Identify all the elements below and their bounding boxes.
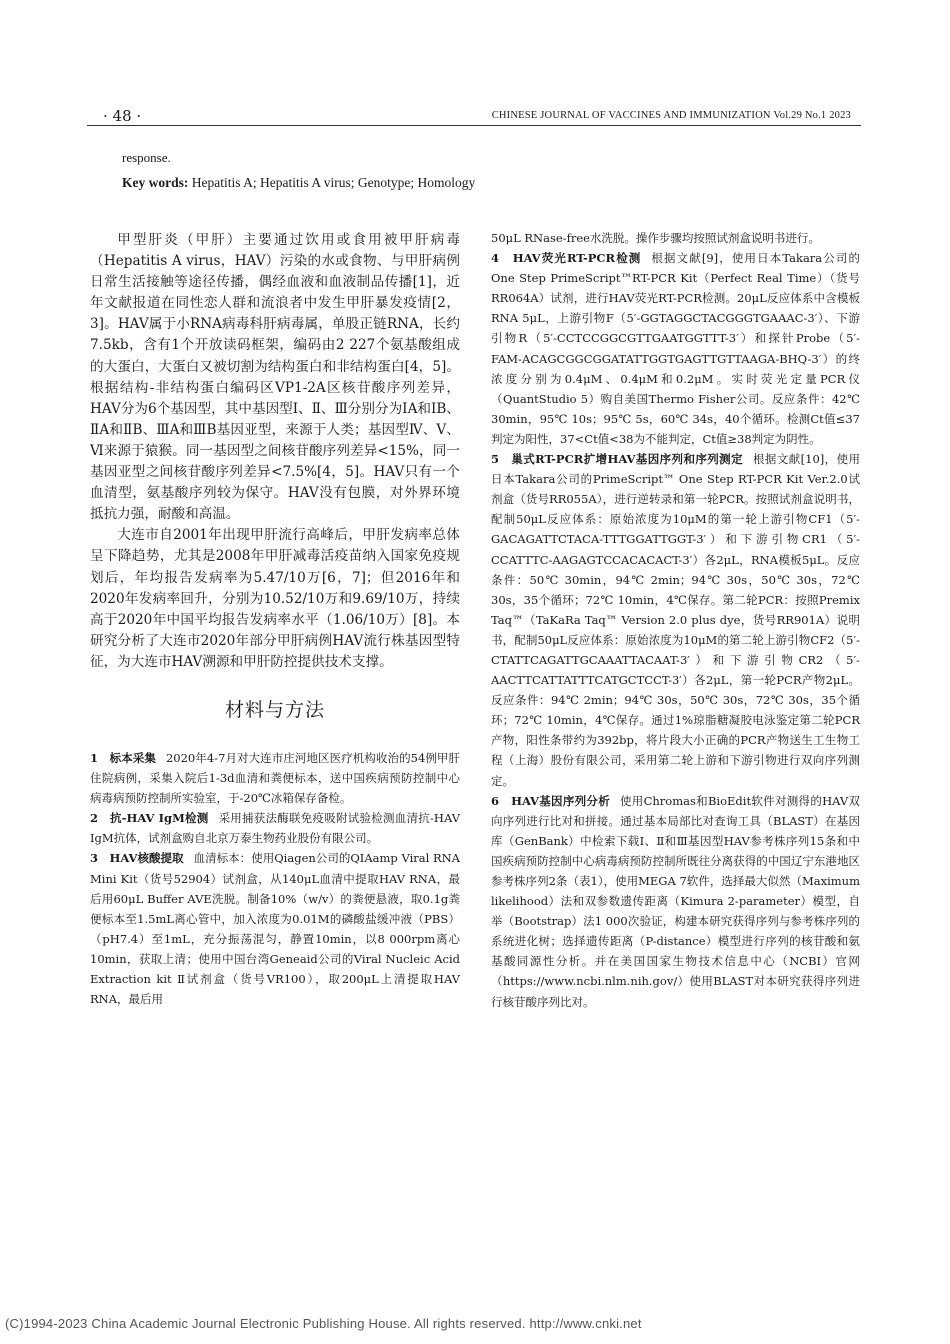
methods-text: 根据文献[10]，使用日本Takara公司的PrimeScript™ One Step RT-PCR Kit Ver.2.0试剂盒（货号RR055A），进行逆转录和第一轮PCR。按照试剂盒说明书，配制50μL反应体系：原始浓度为10μM的第一轮上游引物CF1（5′-GACAGATTCTACA-TTTGGATTGGT-3′）和下游引物CR1（5′-CCATTTC-AAGAGTCCACACACT-3′）各2μL，RNA模板5μL。反应条件：50℃ 30min，94℃ 2min；94℃ 30s，50℃ 30s，72℃ 30s，35个循环；72℃ 10min，4℃保存。第二轮PCR：按照Premix Taq™（TaKaRa Taq™ Version 2.0 plus dye，货号RR901A）说明书，配制50μL反应体系：原始浓度为10μM的第二轮上游引物CF2（5′-CTATTCAGATTGCAAATTACAAT-3′）和下游引物CR2（5′-AACTTCATTATTTCATGCTCCT-3′）各2μL，第一轮PCR产物2μL。反应条件：94℃ 2min；94℃ 30s，50℃ 30s，72℃ 30s，35个循环；72℃ 10min，4℃保存。通过1%琼脂糖凝胶电泳鉴定第二轮PCR产物，阳性条带约为392bp，将片段大小正确的PCR产物送生工生物工程（上海）股份有限公司，采用第二轮上游和下游引物进行双向序列测定。 bbox=[491, 452, 861, 788]
journal-title: CHINESE JOURNAL OF VACCINES AND IMMUNIZATION Vol.29 No.1 2023 bbox=[491, 110, 851, 121]
keywords bbox=[122, 175, 475, 191]
methods-text: 血清标本：使用Qiagen公司的QIAamp Viral RNA Mini Kit（货号52904）试剂盒，从140μL血清中提取HAV RNA，最后用60μL Buffer AVE洗脱。制备10%（w/v）的粪便悬液，取0.1g粪便标本至1.5mL离心管中，加入浓度为0.01M的磷酸盐缓冲液（PBS）（pH7.4）至1mL，充分振荡混匀，静置10min，以8 000rpm离心10min，获取上清；使用中国台湾Geneaid公司的Viral Nucleic Acid Extraction kit Ⅱ试剂盒（货号VR100），取200μL上清提取HAV RNA，最后用 bbox=[90, 851, 460, 1007]
keywords-text: Hepatitis A; Hepatitis A virus; Genotype; Homology bbox=[188, 175, 476, 190]
keywords-label: Key words: bbox=[122, 175, 189, 190]
methods-heading: 6 HAV基因序列分析 bbox=[491, 793, 611, 808]
page-number: · 48 · bbox=[103, 107, 142, 125]
methods-paragraph bbox=[491, 228, 860, 248]
methods-text: 使用Chromas和BioEdit软件对测得的HAV双向序列进行比对和拼接。通过基本局部比对查询工具（BLAST）在基因库（GenBank）中检索下载Ⅰ、Ⅱ和Ⅲ基因型HAV参考株序列15条和中国疾病预防控制中心病毒病预防控制所既往分离获得的中国辽宁东港地区参考株序列2条（表1），使用MEGA 7软件，选择最大似然（Maximum likelihood）法和双参数遗传距离（Kimura 2-parameter）模型，自举（Bootstrap）法1 000次验证，构建本研究获得序列与参考株序列的系统进化树；选择遗传距离（P-distance）模型进行序列的核苷酸和氨基酸同源性分析。并在美国国家生物技术信息中心（NCBI）官网（https://www.ncbi.nlm.nih.gov/）使用BLAST对本研究获得序列进行核苷酸序列比对。 bbox=[491, 793, 860, 1009]
methods-heading: 1 标本采集 bbox=[90, 750, 156, 765]
methods-text: 采用捕获法酶联免疫吸附试验检测血清抗-HAV IgM抗体，试剂盒购自北京万泰生物药业股份有限公司。 bbox=[90, 811, 461, 846]
methods-heading: 5 巢式RT-PCR扩增HAV基因序列和序列测定 bbox=[491, 452, 744, 467]
methods-text: 根据文献[9]，使用日本Takara公司的One Step PrimeScript™RT-PCR Kit（Perfect Real Time）（货号RR064A）试剂，进行HAV荧光RT-PCR检测。20μL反应体系中含模板RNA 5μL，上游引物F（5′-GGTAGGCTACGGGTGAAAC-3′）、下游引物R（5′-CCTCCGGCGTTGAATGGTTT-3′）和探针Probe（5′-FAM-ACAGCGGCGGATATTGGTGAGTTGTTAAGA-BHQ-3′）的终浓度分别为0.4μM、0.4μM和0.2μM。实时荧光定量PCR仪（QuantStudio 5）购自美国Thermo Fisher公司。反应条件：42℃ 30min，95℃ 10s；95℃ 5s，60℃ 34s，40个循环。检测Ct值≤37判定为阳性，37<Ct值<38为不能判定，Ct值≥38判定为阴性。 bbox=[491, 251, 860, 446]
methods-heading: 4 HAV荧光RT-PCR检测 bbox=[491, 251, 642, 266]
methods-left bbox=[90, 748, 460, 1009]
intro-paragraph-2: 大连市自2001年出现甲肝流行高峰后，甲肝发病率总体呈下降趋势，尤其是2008年甲肝减毒活疫苗纳入国家免疫规划后，年均报告发病率为5.47/10万[6，7]；但2016年和2020年发病率回升，分别为10.52/10万和9.69/10万，持续高于2020年中国平均报告发病率水平（1.06/10万）[8]。本研究分析了大连市2020年部分甲肝病例HAV流行株基因型特征，为大连市HAV溯源和甲肝防控提供技术支撑。 bbox=[90, 527, 460, 670]
abstract-tail: response. bbox=[122, 150, 171, 165]
running-header bbox=[87, 103, 861, 126]
methods-section-title: 材料与方法 bbox=[224, 698, 325, 721]
methods-heading: 3 HAV核酸提取 bbox=[90, 851, 184, 866]
methods-paragraph bbox=[90, 848, 460, 1009]
methods-right bbox=[491, 228, 860, 1012]
methods-heading: 2 抗-HAV IgM检测 bbox=[90, 811, 209, 826]
methods-paragraph bbox=[491, 791, 860, 1012]
methods-text: 2020年4-7月对大连市庄河地区医疗机构收治的54例甲肝住院病例，采集入院后1-3d血清和粪便标本，送中国疾病预防控制中心病毒病预防控制所实验室，于-20℃冰箱保存备检。 bbox=[90, 750, 460, 806]
copyright-footer: (C)1994-2023 China Academic Journal Electronic Publishing House. All rights reserved. http://www.cnki.net bbox=[5, 1316, 642, 1331]
methods-paragraph bbox=[491, 449, 860, 791]
methods-paragraph bbox=[90, 808, 460, 848]
methods-text: 50μL RNase-free水洗脱。操作步骤均按照试剂盒说明书进行。 bbox=[491, 231, 820, 245]
methods-paragraph bbox=[491, 248, 860, 449]
methods-paragraph bbox=[90, 748, 460, 808]
right-column bbox=[491, 228, 860, 1012]
intro-paragraph-1: 甲型肝炎（甲肝）主要通过饮用或食用被甲肝病毒（Hepatitis A virus，HAV）污染的水或食物、与甲肝病例日常生活接触等途径传播，偶经血液和血液制品传播[1]，近年文献报道在同性恋人群和流浪者中发生甲肝暴发疫情[2，3]。HAV属于小RNA病毒科肝病毒属，单股正链RNA，长约7.5kb，含有1个开放读码框架，编码由2 227个氨基酸组成的大蛋白，大蛋白又被切割为结构蛋白和非结构蛋白[4，5]。根据结构-非结构蛋白编码区VP1-2A区核苷酸序列差异，HAV分为6个基因型，其中基因型Ⅰ、Ⅱ、Ⅲ分别分为ⅠA和ⅠB、ⅡA和ⅡB、ⅢA和ⅢB基因亚型，来源于人类；基因型Ⅳ、Ⅴ、Ⅵ来源于猿猴。同一基因型之间核苷酸序列差异<15%，同一基因亚型之间核苷酸序列差异<7.5%[4，5]。HAV只有一个血清型，氨基酸序列较为保守。HAV没有包膜，对外界环境抵抗力强，耐酸和高温。 bbox=[90, 232, 460, 523]
left-column bbox=[90, 230, 460, 1009]
